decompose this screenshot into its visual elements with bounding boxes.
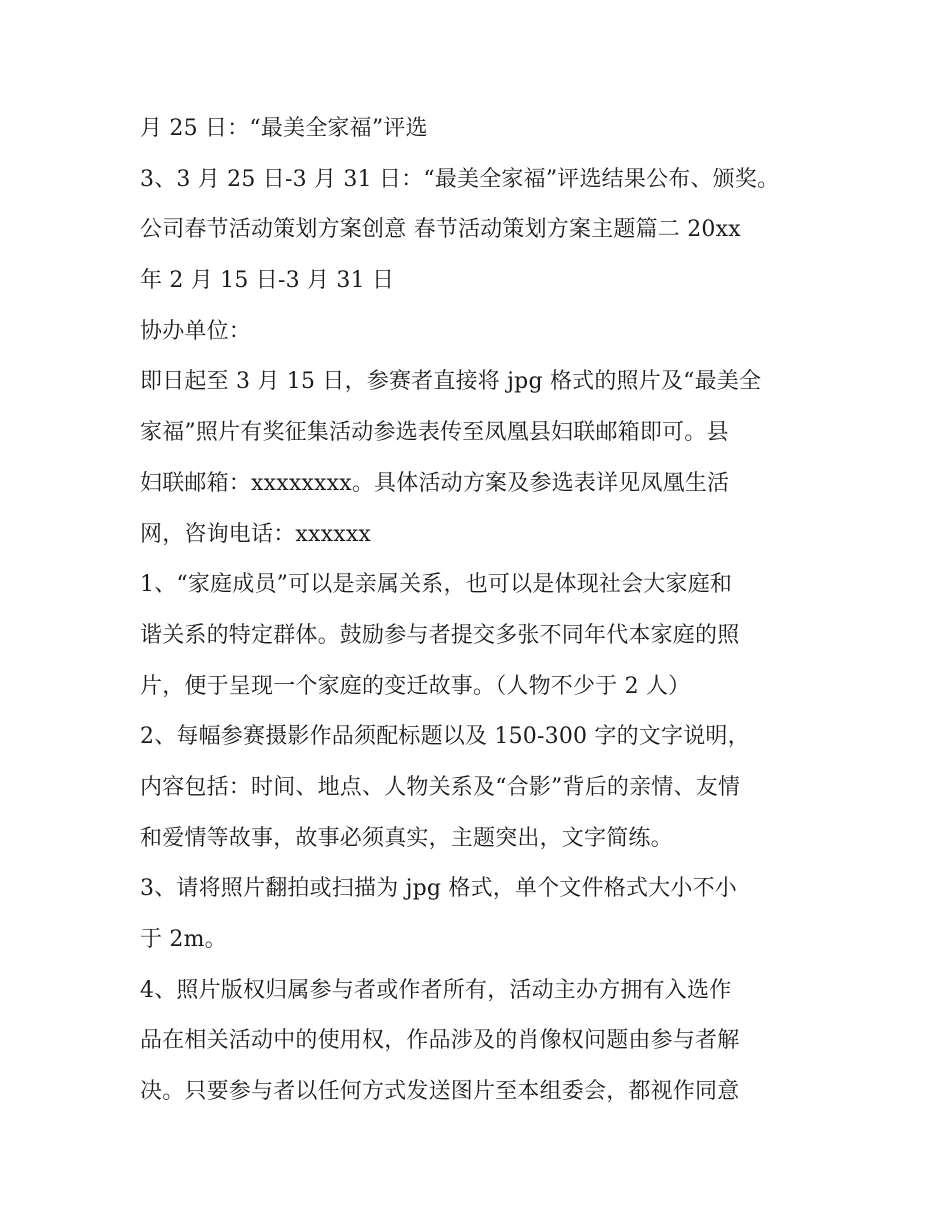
text-line: 品在相关活动中的使用权，作品涉及的肖像权问题由参与者解 <box>140 1028 740 1054</box>
text-line: 妇联邮箱：xxxxxxxx。具体活动方案及参选表详见凤凰生活 <box>140 470 730 496</box>
text-line: 公司春节活动策划方案创意 春节活动策划方案主题篇二 20xx <box>140 217 741 243</box>
text-line: 4、照片版权归属参与者或作者所有，活动主办方拥有入选作 <box>140 977 732 1003</box>
text-line: 片，便于呈现一个家庭的变迁故事。（人物不少于 2 人） <box>140 673 691 699</box>
text-line: 协办单位： <box>140 318 252 344</box>
text-line: 于 2m。 <box>140 927 227 952</box>
text-line: 决。只要参与者以任何方式发送图片至本组委会，都视作同意 <box>140 1079 740 1105</box>
text-line: 谐关系的特定群体。鼓励参与者提交多张不同年代本家庭的照 <box>140 622 740 648</box>
document-body <box>140 104 820 1118</box>
text-line: 2、每幅参赛摄影作品须配标题以及 150-300 字的文字说明， <box>140 724 750 750</box>
text-line: 1、“家庭成员”可以是亲属关系，也可以是体现社会大家庭和 <box>140 572 733 598</box>
text-line: 内容包括：时间、地点、人物关系及“合影”背后的亲情、友情 <box>140 774 741 800</box>
text-line: 月 25 日：“最美全家福”评选 <box>140 116 428 141</box>
text-line: 家福”照片有奖征集活动参选表传至凤凰县妇联邮箱即可。县 <box>140 420 729 446</box>
text-line: 3、请将照片翻拍或扫描为 jpg 格式，单个文件格式大小不小 <box>140 876 737 902</box>
text-line: 年 2 月 15 日-3 月 31 日 <box>140 268 395 294</box>
text-line: 即日起至 3 月 15 日，参赛者直接将 jpg 格式的照片及“最美全 <box>140 369 762 395</box>
text-line: 和爱情等故事，故事必须真实，主题突出，文字简练。 <box>140 825 673 851</box>
text-line: 网，咨询电话：xxxxxx <box>140 521 372 547</box>
text-line: 3、3 月 25 日-3 月 31 日：“最美全家福”评选结果公布、颁奖。 <box>140 166 780 192</box>
